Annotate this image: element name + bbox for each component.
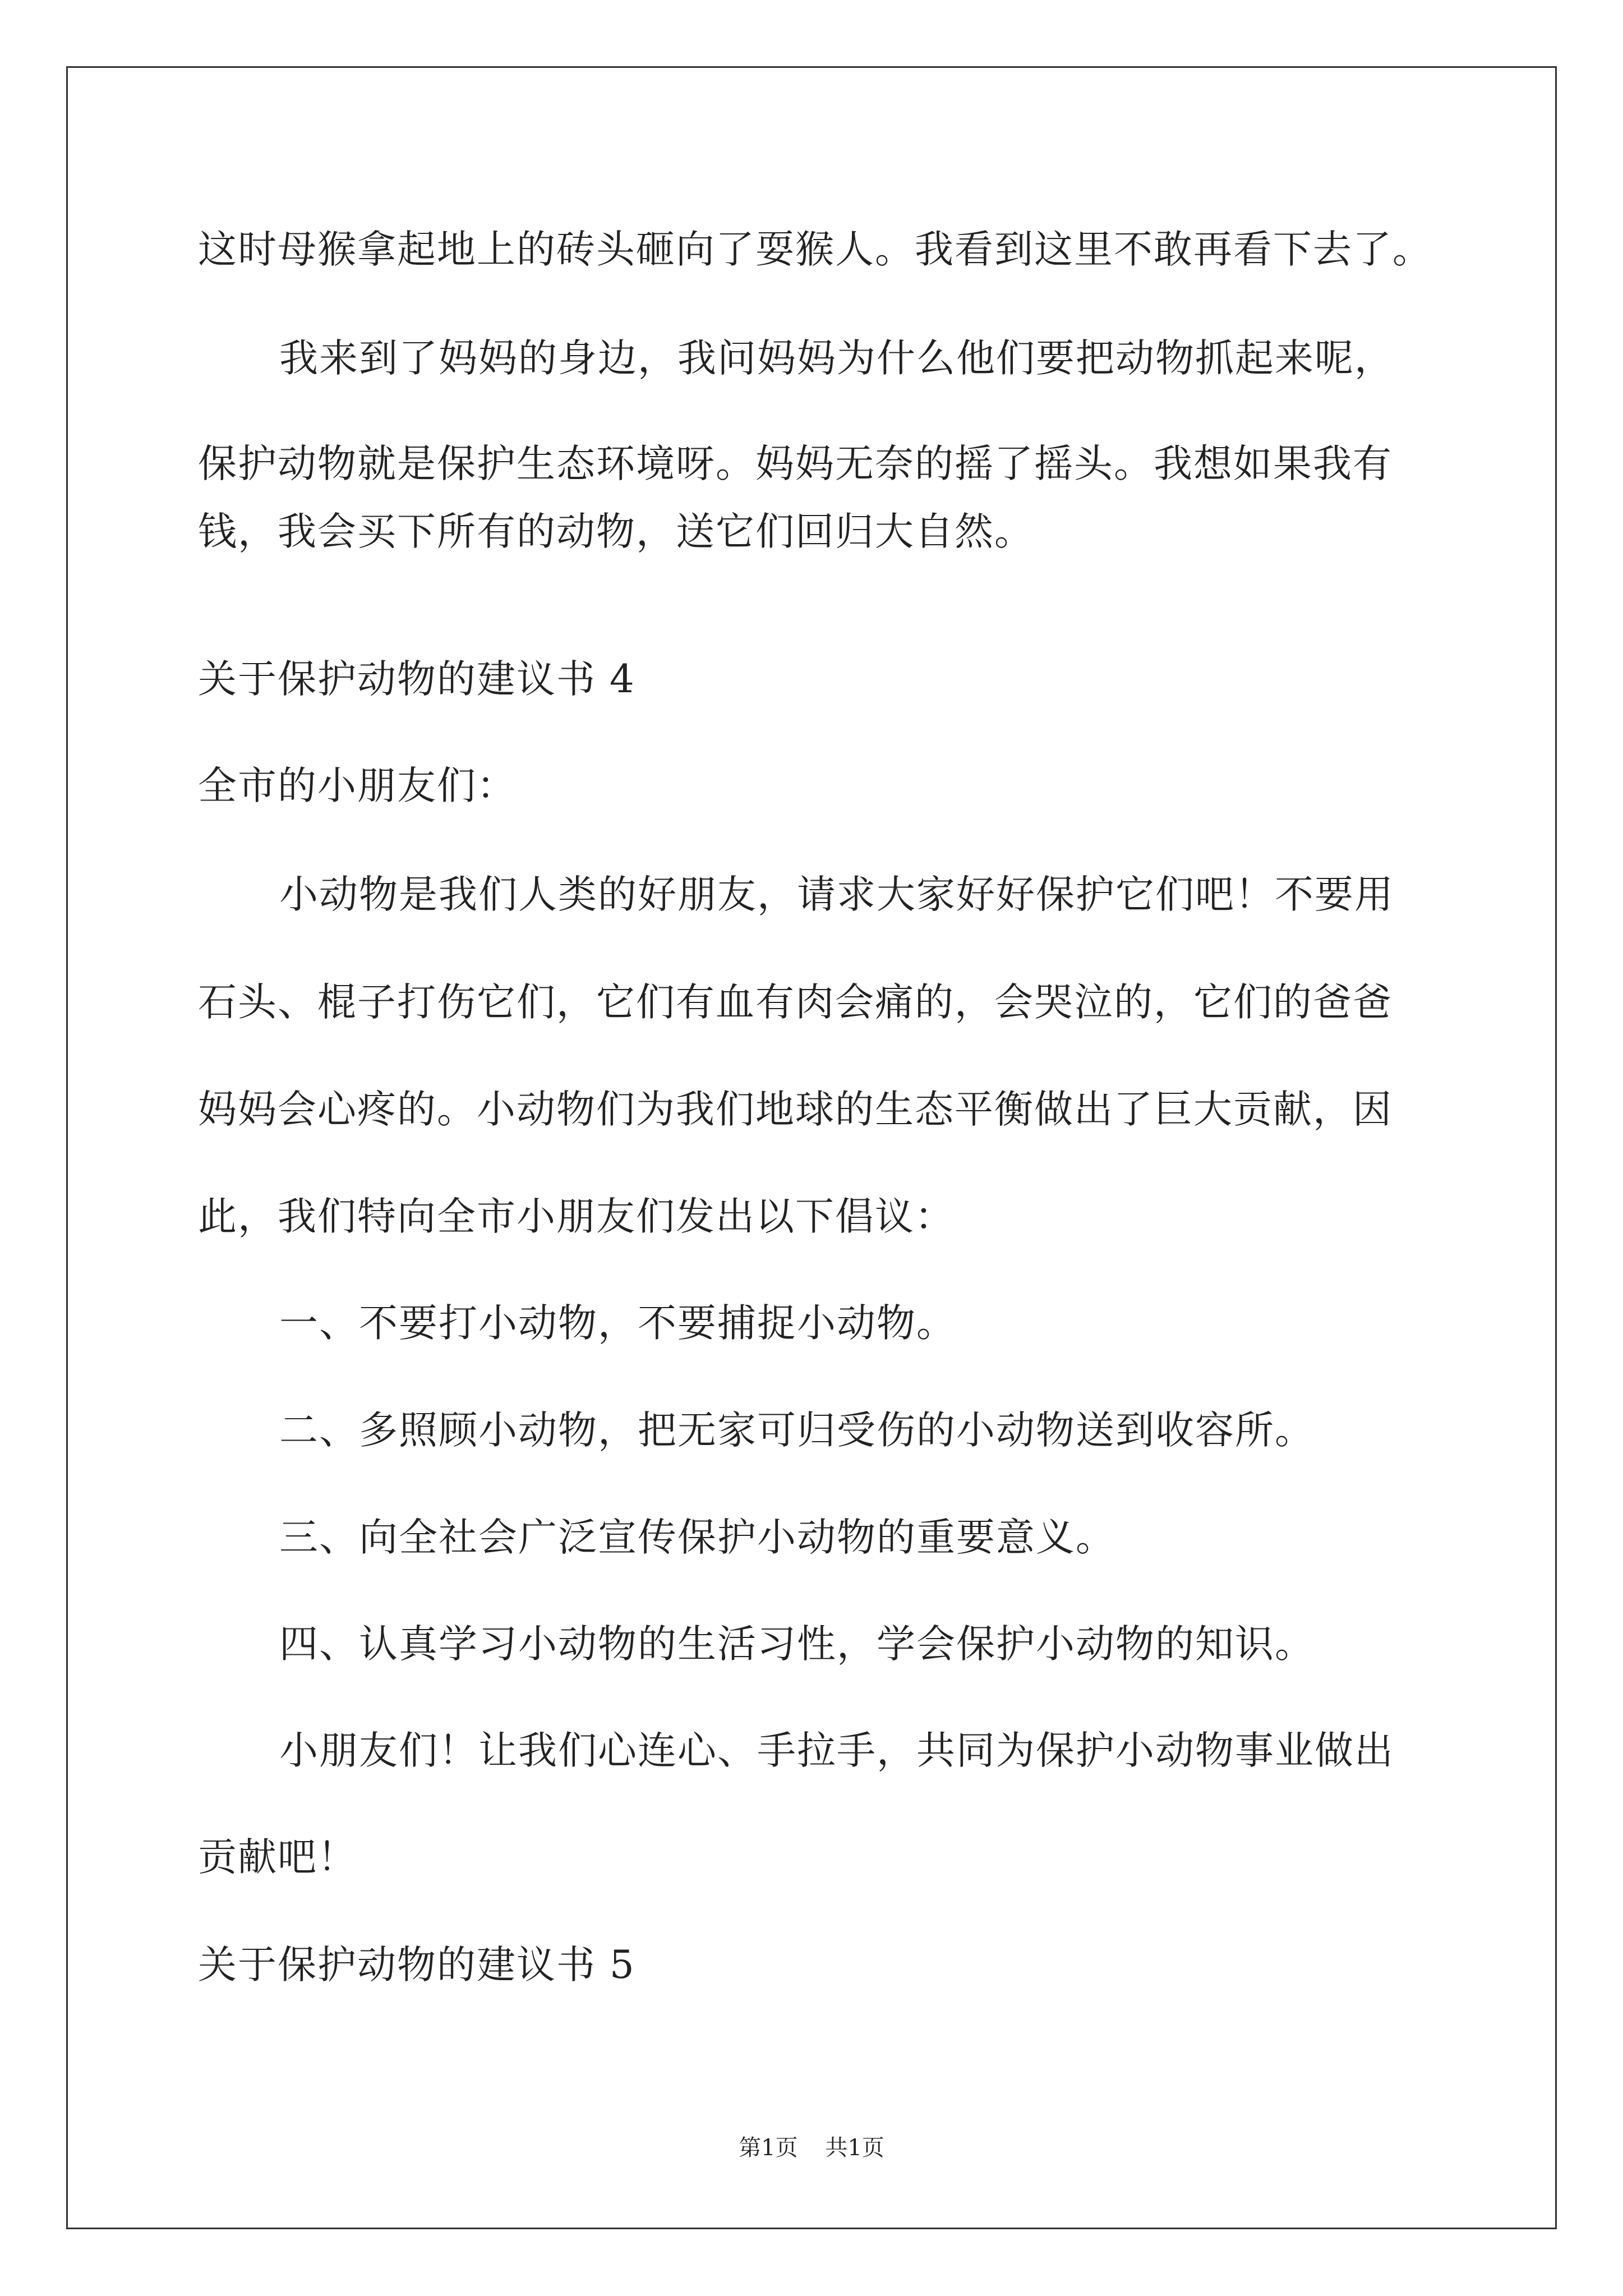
body-line: 这时母猴拿起地上的砖头砸向了耍猴人。我看到这里不敢再看下去了。 bbox=[198, 227, 1432, 272]
proposal-item: 二、多照顾小动物，把无家可归受伤的小动物送到收容所。 bbox=[279, 1408, 1315, 1453]
section-heading: 关于保护动物的建议书 5 bbox=[198, 1943, 635, 1987]
body-line: 此，我们特向全市小朋友们发出以下倡议： bbox=[198, 1194, 955, 1239]
page-footer bbox=[0, 2134, 1623, 2162]
page-number-current: 第1页 bbox=[739, 2135, 798, 2161]
section-heading: 关于保护动物的建议书 4 bbox=[198, 657, 635, 702]
proposal-item: 一、不要打小动物，不要捕捉小动物。 bbox=[279, 1301, 956, 1346]
body-line: 贡献吧！ bbox=[198, 1835, 357, 1880]
salutation: 全市的小朋友们： bbox=[198, 763, 517, 808]
body-line: 小动物是我们人类的好朋友，请求大家好好保护它们吧！不要用 bbox=[279, 872, 1394, 917]
body-line: 我来到了妈妈的身边，我问妈妈为什么他们要把动物抓起来呢， bbox=[279, 336, 1394, 381]
proposal-item: 四、认真学习小动物的生活习性，学会保护小动物的知识。 bbox=[279, 1622, 1315, 1667]
page-number-total: 共1页 bbox=[825, 2135, 884, 2161]
body-line: 石头、棍子打伤它们，它们有血有肉会痛的，会哭泣的，它们的爸爸 bbox=[198, 980, 1393, 1025]
page-border bbox=[66, 66, 1557, 2229]
proposal-item: 三、向全社会广泛宣传保护小动物的重要意义。 bbox=[279, 1515, 1115, 1560]
body-line: 妈妈会心疼的。小动物们为我们地球的生态平衡做出了巨大贡献，因 bbox=[198, 1087, 1393, 1132]
body-line: 保护动物就是保护生态环境呀。妈妈无奈的摇了摇头。我想如果我有 bbox=[198, 441, 1393, 486]
body-line: 钱，我会买下所有的动物，送它们回归大自然。 bbox=[198, 509, 1034, 554]
body-line: 小朋友们！让我们心连心、手拉手，共同为保护小动物事业做出 bbox=[279, 1728, 1394, 1773]
